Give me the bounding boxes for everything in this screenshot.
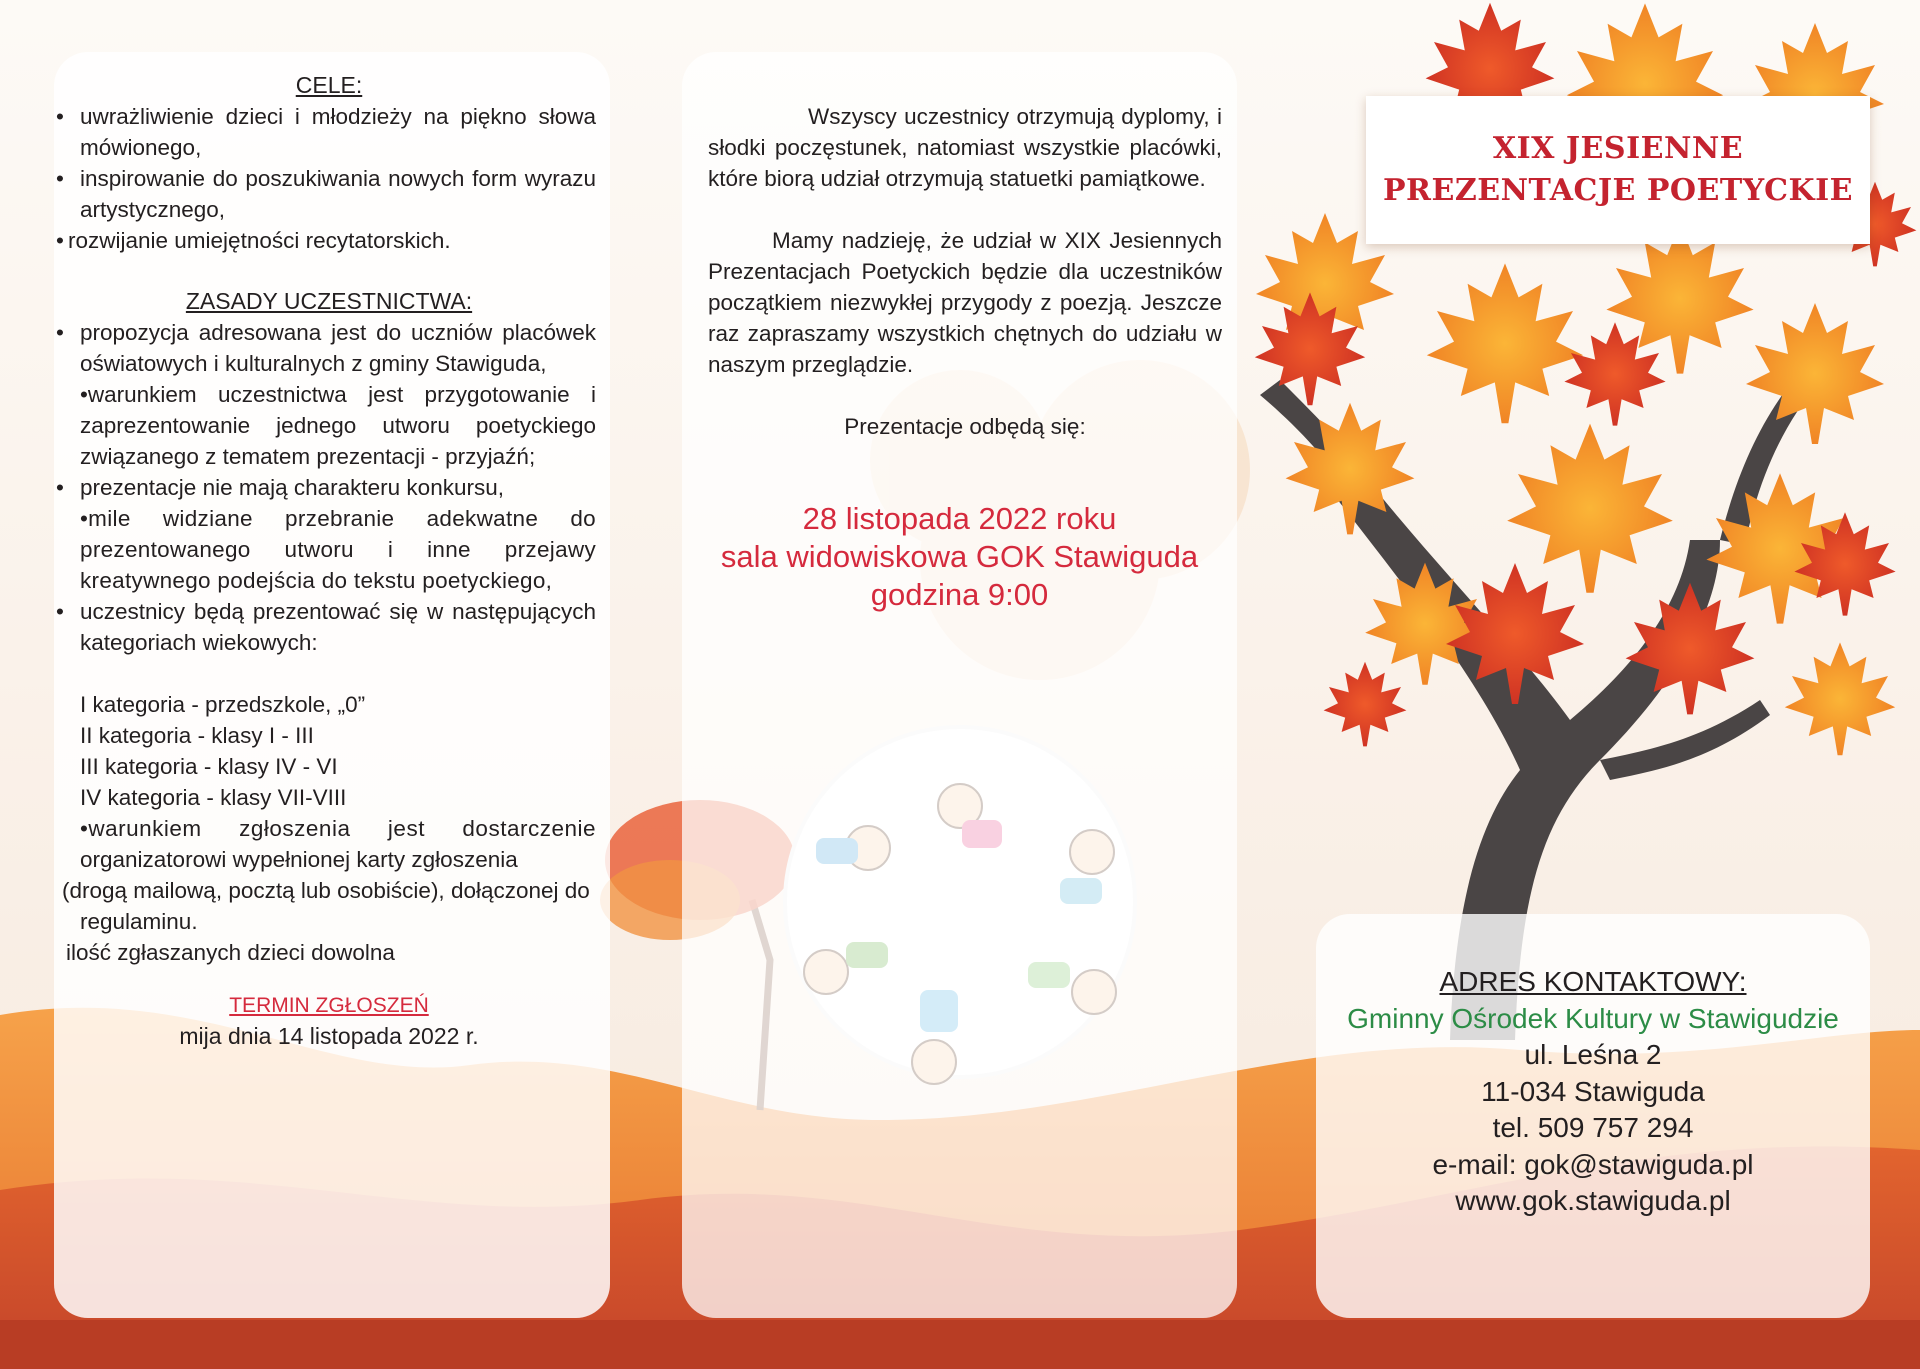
termin-heading: TERMIN ZGŁOSZEŃ [229, 994, 429, 1017]
ilosc-line: ilość zgłaszanych dzieci dowolna [66, 940, 395, 965]
category-line: III kategoria - klasy IV - VI [80, 754, 338, 779]
phone: tel. 509 757 294 [1492, 1112, 1694, 1143]
street: ul. Leśna 2 [1524, 1039, 1662, 1070]
category-line: II kategoria - klasy I - III [80, 723, 314, 748]
cele-item: • inspirowanie do poszukiwania nowych form wyrazu artystycznego, [56, 166, 596, 222]
middle-column-text [708, 101, 1222, 442]
website-link[interactable]: www.gok.stawiguda.pl [1455, 1185, 1731, 1216]
contact-block [1316, 964, 1870, 1220]
diplomas-paragraph: Wszyscy uczestnicy otrzymują dyplomy, i słodki poczęstunek, natomiast wszystkie placówki, które biorą udział otrzymują statuetki pamiątkowe. [708, 104, 1222, 191]
zasady-item: •mile widziane przebranie adekwatne do prezentowanego utworu i inne przejawy kreatywnego podejścia do tekstu poetyckiego, [80, 506, 596, 593]
zasady-item: •warunkiem uczestnictwa jest przygotowanie i zaprezentowanie jednego utworu poetyckiego związanego z tematem prezentacji - przyjaźń; [80, 382, 596, 469]
title-line-2: PREZENTACJE POETYCKIE [1382, 173, 1853, 208]
zgloszenie-line: regulaminu. [80, 909, 198, 934]
title-line-1: XIX JESIENNE [1492, 131, 1744, 166]
zasady-heading: ZASADY UCZESTNICTWA: [185, 288, 473, 314]
cele-heading: CELE: [295, 72, 363, 98]
contact-heading: ADRES KONTAKTOWY: [1439, 966, 1747, 997]
zgloszenie-line: organizatorowi wypełnionej karty zgłoszenia [80, 847, 518, 872]
event-date: 28 listopada 2022 roku [802, 501, 1117, 536]
prezentacje-label: Prezentacje odbędą się: [844, 414, 1086, 439]
event-time: godzina 9:00 [870, 577, 1049, 612]
category-line: IV kategoria - klasy VII-VIII [80, 785, 347, 810]
event-details [682, 500, 1237, 614]
title-banner [1366, 96, 1870, 244]
zasady-item: • prezentacje nie mają charakteru konkursu, [56, 475, 504, 500]
zasady-item: • uczestnicy będą prezentować się w następujących kategoriach wiekowych: [56, 599, 596, 655]
zgloszenie-line: (drogą mailową, pocztą lub osobiście), dołączonej do [62, 878, 590, 903]
left-column-text [56, 70, 596, 1052]
cele-item: • rozwijanie umiejętności recytatorskich. [56, 228, 451, 253]
city: 11-034 Stawiguda [1481, 1075, 1705, 1107]
zgloszenie-line: •warunkiem zgłoszenia jest dostarczenie [80, 816, 596, 841]
event-place: sala widowiskowa GOK Stawiguda [720, 539, 1199, 574]
invitation-paragraph: Mamy nadzieję, że udział w XIX Jesiennych Prezentacjach Poetyckich będzie dla uczestników początkiem niezwykłej przygody z poezją. Jeszcze raz zapraszamy wszystkich chętnych do udziału w naszym przeglądzie. [708, 228, 1222, 377]
category-line: I kategoria - przedszkole, „0” [80, 692, 366, 717]
email-link[interactable]: e-mail: gok@stawiguda.pl [1432, 1148, 1754, 1180]
termin-text: mija dnia 14 listopada 2022 r. [179, 1023, 479, 1049]
zasady-item: • propozycja adresowana jest do uczniów placówek oświatowych i kulturalnych z gminy Stawiguda, [56, 320, 596, 376]
cele-item: • uwrażliwienie dzieci i młodzieży na piękno słowa mówionego, [56, 104, 596, 160]
org-name: Gminny Ośrodek Kultury w Stawigudzie [1347, 1002, 1839, 1034]
